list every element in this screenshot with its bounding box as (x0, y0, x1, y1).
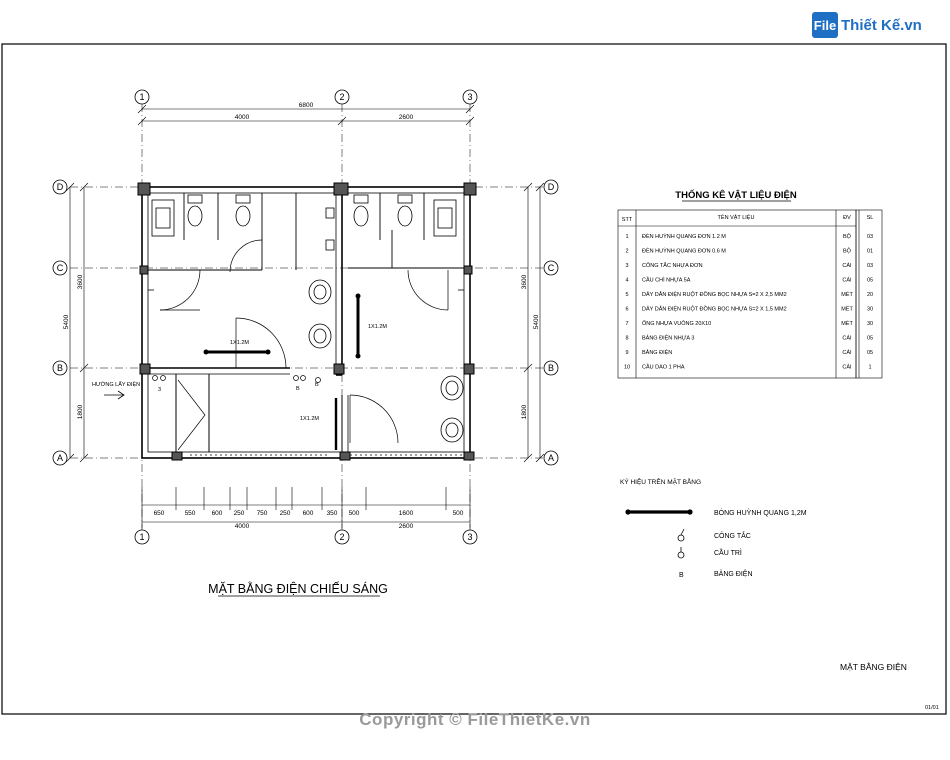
switch-icon (678, 529, 684, 541)
table-cell-r1-c1: 1 (625, 234, 629, 240)
grid-lines (70, 104, 544, 528)
dim-right-2: 1800 (521, 404, 528, 420)
dim-detail-4: 250 (233, 510, 245, 517)
table-cell-r10-c2: CẦU DAO 1 PHA (642, 364, 685, 371)
table-cell-r10-c3: CÁI (842, 364, 852, 371)
fluorescent-lamp-icon (625, 509, 692, 514)
sheet-border (2, 44, 946, 714)
lamp-label-1: 1X1.2M (368, 324, 387, 330)
table-cell-r5-c3: MÉT (841, 292, 853, 298)
grid-label-d-left: D (56, 182, 64, 192)
table-header-name: TÊN VẬT LIỆU (717, 215, 755, 221)
copyright-watermark: Copyright © FileThietKe.vn (359, 710, 591, 729)
table-cell-r4-c2: CẦU CHÌ NHỰA 5A (642, 277, 691, 284)
dim-detail-10: 1600 (398, 510, 414, 517)
table-header-stt: STT (621, 217, 633, 223)
grid-label-1-bottom: 1 (139, 532, 145, 542)
table-cell-r8-c1: 8 (625, 335, 629, 342)
drawing-title: MẶT BẰNG ĐIỆN CHIẾU SÁNG (208, 582, 388, 596)
table-cell-r3-c4: 03 (866, 263, 874, 269)
dim-bottom-part-2: 2600 (398, 523, 414, 530)
materials-table-title: THỐNG KÊ VẬT LIỆU ĐIỆN (675, 190, 797, 201)
table-cell-r4-c4: 05 (866, 277, 874, 284)
legend-item-panel: BẢNG ĐIỆN (714, 571, 753, 578)
dim-top-part-2: 2600 (398, 114, 414, 121)
grid-label-d-right: D (547, 182, 555, 192)
materials-table (622, 213, 874, 223)
dim-detail-3: 600 (211, 510, 223, 517)
dim-left-total: 5400 (63, 314, 70, 330)
table-cell-r9-c2: BẢNG ĐIỆN (642, 350, 673, 356)
dim-left-1: 3600 (77, 274, 84, 290)
table-cell-r2-c2: ĐÈN HUỲNH QUANG ĐƠN 0.6 M (642, 248, 726, 255)
direction-label: HƯỚNG LẤY ĐIỆN (92, 382, 141, 388)
table-cell-r7-c1: 7 (625, 321, 629, 327)
panel-label-1: B (315, 382, 319, 388)
table-header-unit: ĐV (843, 215, 851, 221)
table-cell-r6-c1: 6 (625, 306, 629, 313)
legend-title: KÝ HIỆU TRÊN MẶT BẰNG (620, 479, 702, 486)
table-cell-r6-c2: DÂY DẪN ĐIỆN RUỘT ĐỒNG BỌC NHỰA S=2 X 1,5 MM2 (642, 306, 787, 313)
grid-label-b-right: B (547, 363, 555, 373)
table-cell-r7-c3: MÉT (841, 321, 853, 327)
stall-partitions (148, 193, 464, 270)
logo-text: Thiết Kế.vn (841, 16, 922, 34)
fuse-icon (678, 547, 684, 558)
lamp-label-3: 1X1.2M (300, 416, 319, 422)
dim-right-total: 5400 (533, 314, 540, 330)
panel-label-2: B (296, 386, 300, 392)
table-cell-r6-c4: 30 (866, 306, 874, 313)
table-cell-r5-c2: DÂY DẪN ĐIỆN RUỘT ĐỒNG BỌC NHỰA S=2 X 2,5 MM2 (642, 292, 787, 298)
grid-label-b-left: B (56, 363, 64, 373)
grid-label-1-top: 1 (139, 92, 145, 102)
table-cell-r2-c3: BỘ (843, 248, 851, 255)
table-cell-r4-c3: CÁI (842, 277, 852, 284)
table-cell-r8-c4: 05 (866, 335, 874, 342)
grid-label-3-top: 3 (467, 92, 473, 102)
materials-table-rows (624, 233, 873, 371)
bottom-dimensions (142, 487, 470, 530)
sheet-number: 01/01 (925, 705, 939, 711)
lamp-label-2: 1X1.2M (230, 340, 249, 346)
grid-label-a-right: A (547, 453, 555, 463)
legend-item-lamp: BÓNG HUỲNH QUANG 1,2M (714, 510, 807, 517)
fuse-label: 3 (158, 387, 162, 393)
dim-detail-5: 750 (256, 510, 268, 517)
dim-right-1: 3600 (521, 274, 528, 290)
grid-label-c-right: C (547, 263, 555, 273)
table-cell-r2-c1: 2 (625, 248, 629, 255)
panel-b-icon: B (679, 572, 684, 579)
grid-label-2-bottom: 2 (339, 532, 345, 542)
dim-detail-11: 500 (452, 510, 464, 517)
sheet-label: MẶT BẰNG ĐIỆN (840, 662, 907, 672)
table-cell-r8-c3: CÁI (842, 335, 852, 342)
table-cell-r6-c3: MÉT (841, 306, 853, 313)
table-cell-r7-c4: 30 (866, 321, 874, 327)
logo-mark: File (812, 12, 838, 38)
dim-detail-1: 650 (153, 510, 165, 517)
table-cell-r2-c4: 01 (866, 248, 874, 255)
table-cell-r3-c1: 3 (625, 263, 629, 269)
table-cell-r7-c2: ỐNG NHỰA VUÔNG 20X10 (642, 321, 712, 327)
switch-symbols (153, 376, 321, 383)
dim-top-part-1: 4000 (234, 114, 250, 121)
grid-label-c-left: C (56, 263, 64, 273)
table-header-qty: SL (866, 215, 874, 221)
dim-detail-9: 500 (348, 510, 360, 517)
table-cell-r9-c4: 05 (866, 350, 874, 356)
dim-detail-7: 600 (302, 510, 314, 517)
table-cell-r5-c1: 5 (625, 292, 629, 298)
table-cell-r1-c2: ĐÈN HUỲNH QUANG ĐƠN 1.2 M (642, 234, 726, 240)
legend-item-switch: CÔNG TẮC (714, 533, 751, 540)
dim-bottom-part-1: 4000 (234, 523, 250, 530)
table-cell-r3-c3: CÁI (842, 263, 852, 269)
direction-arrow (104, 391, 124, 399)
legend (625, 508, 806, 579)
table-cell-r10-c4: 1 (868, 364, 872, 371)
grid-bubbles (53, 90, 558, 544)
grid-label-3-bottom: 3 (467, 532, 473, 542)
dim-top-total: 6800 (298, 102, 314, 109)
table-cell-r3-c2: CÔNG TẮC NHỰA ĐƠN (642, 263, 703, 269)
table-cell-r5-c4: 20 (866, 292, 874, 298)
table-cell-r8-c2: BẢNG ĐIỆN NHỰA 3 (642, 335, 695, 342)
legend-item-fuse: CẦU TRÌ (714, 550, 742, 557)
table-cell-r4-c1: 4 (625, 277, 629, 284)
grid-label-2-top: 2 (339, 92, 345, 102)
dim-detail-2: 550 (184, 510, 196, 517)
dim-left-2: 1800 (77, 404, 84, 420)
table-cell-r9-c1: 9 (625, 350, 629, 356)
table-cell-r1-c3: BỘ (843, 234, 851, 240)
dim-detail-8: 350 (326, 510, 338, 517)
floor-plan (66, 104, 544, 530)
dim-detail-6: 250 (279, 510, 291, 517)
table-cell-r10-c1: 10 (623, 364, 631, 371)
table-cell-r9-c3: CÁI (842, 350, 852, 356)
grid-label-a-left: A (56, 453, 64, 463)
table-cell-r1-c4: 03 (866, 234, 874, 240)
